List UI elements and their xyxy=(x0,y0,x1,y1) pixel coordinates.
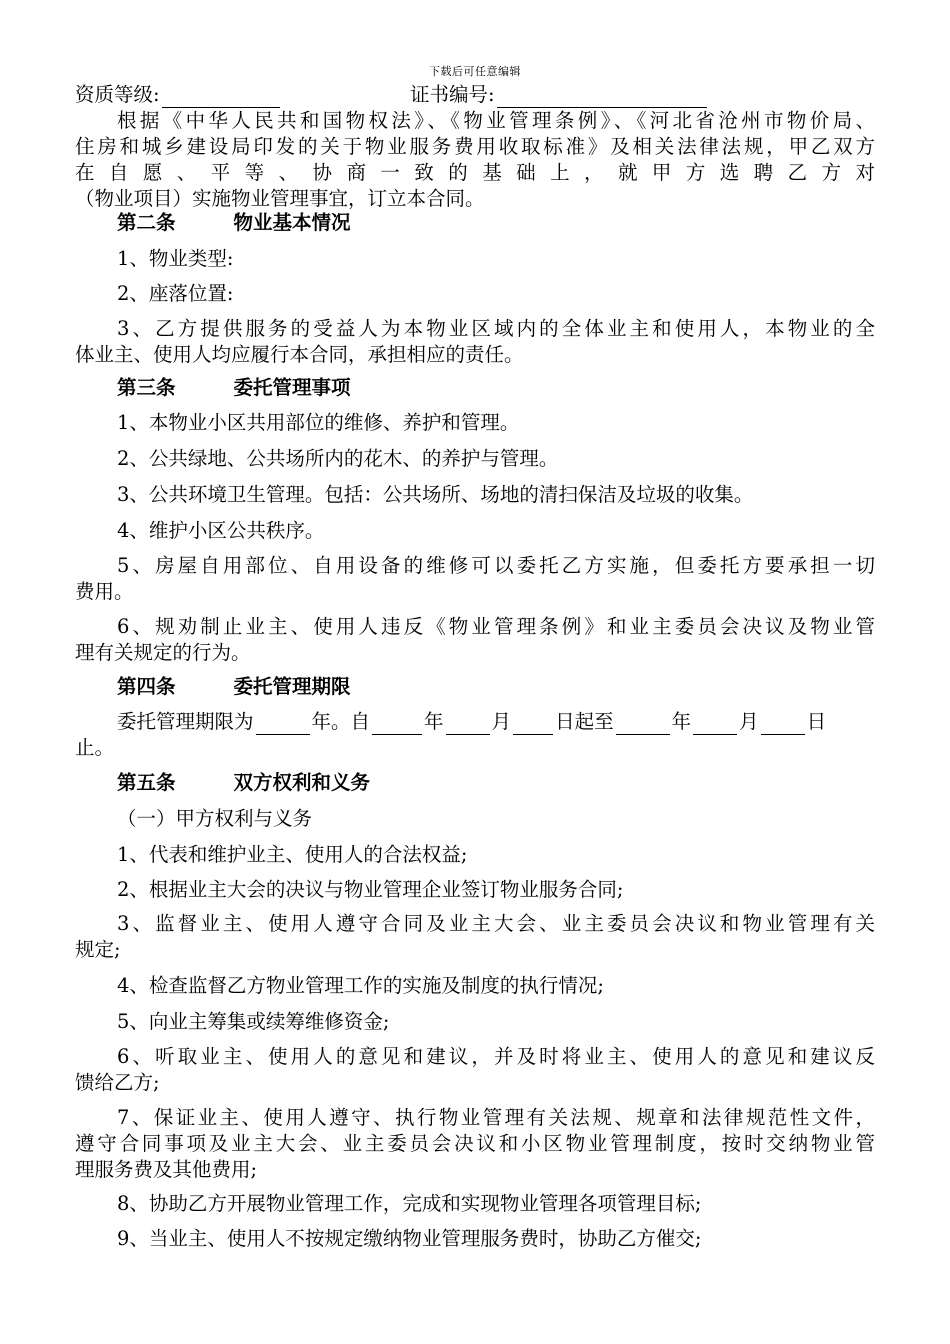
preamble-line-2: 住房和城乡建设局印发的关于物业服务费用收取标准》及相关法律法规，甲乙双方 xyxy=(75,135,875,158)
art4-term-line xyxy=(117,709,826,735)
art5-subheading: （一）甲方权利与义务 xyxy=(117,807,313,830)
art5-item-1: 1、代表和维护业主、使用人的合法权益; xyxy=(117,843,468,866)
art3-item-1: 1、本物业小区共用部位的维修、养护和管理。 xyxy=(117,411,520,434)
certificate-line xyxy=(410,82,709,108)
preamble-line-1: 根据《中华人民共和国物权法》、《物业管理条例》、《河北省沧州市物价局、 xyxy=(117,109,875,132)
end-year-blank xyxy=(616,714,670,735)
article-title: 委托管理事项 xyxy=(233,376,351,399)
art5-item-7a: 7、保证业主、使用人遵守、执行物业管理有关法规、规章和法律规范性文件， xyxy=(117,1106,875,1129)
art3-item-2: 2、公共绿地、公共场所内的花木、的养护与管理。 xyxy=(117,447,559,470)
art2-item-1: 1、物业类型: xyxy=(117,247,234,270)
start-day-blank xyxy=(513,714,553,735)
article-title: 物业基本情况 xyxy=(233,211,351,234)
art2-item-2: 2、座落位置: xyxy=(117,282,234,305)
article-number: 第五条 xyxy=(117,771,176,794)
term-text: 年 xyxy=(424,710,444,733)
article-4-heading xyxy=(117,674,351,700)
preamble-line-3: 在自愿、平等、协商一致的基础上，就甲方选聘乙方对 xyxy=(75,161,875,184)
article-2-heading xyxy=(117,210,351,236)
art3-item-6a: 6、规劝制止业主、使用人违反《物业管理条例》和业主委员会决议及物业管 xyxy=(117,615,875,638)
art5-item-8: 8、协助乙方开展物业管理工作，完成和实现物业管理各项管理目标; xyxy=(117,1192,702,1215)
art2-item-3a: 3、乙方提供服务的受益人为本物业区域内的全体业主和使用人，本物业的全 xyxy=(117,317,875,340)
art5-item-2: 2、根据业主大会的决议与物业管理企业签订物业服务合同; xyxy=(117,878,624,901)
end-month-blank xyxy=(693,714,737,735)
certificate-label: 证书编号: xyxy=(410,83,495,106)
art5-item-6b: 馈给乙方; xyxy=(75,1071,160,1094)
start-year-blank xyxy=(372,714,422,735)
end-day-blank xyxy=(761,714,805,735)
art5-item-7b: 遵守合同事项及业主大会、业主委员会决议和小区物业管理制度，按时交纳物业管 xyxy=(75,1132,875,1155)
term-text: 日起至 xyxy=(555,710,614,733)
years-blank xyxy=(256,714,310,735)
art5-item-7c: 理服务费及其他费用; xyxy=(75,1158,258,1181)
term-text: 年 xyxy=(671,710,692,733)
preamble-line-4: （物业项目）实施物业管理事宜，订立本合同。 xyxy=(75,187,485,210)
qualification-blank xyxy=(162,87,280,108)
art3-item-5a: 5、房屋自用部位、自用设备的维修可以委托乙方实施，但委托方要承担一切 xyxy=(117,554,875,577)
term-text: 月 xyxy=(739,710,759,733)
art2-item-3b: 体业主、使用人均应履行本合同，承担相应的责任。 xyxy=(75,343,524,366)
qualification-line xyxy=(75,82,282,108)
article-5-heading xyxy=(117,770,370,796)
art5-item-4: 4、检查监督乙方物业管理工作的实施及制度的执行情况; xyxy=(117,974,604,997)
certificate-blank xyxy=(497,87,707,108)
art5-item-3b: 规定; xyxy=(75,938,121,961)
art3-item-4: 4、维护小区公共秩序。 xyxy=(117,519,325,542)
art3-item-3: 3、公共环境卫生管理。包括：公共场所、场地的清扫保洁及垃圾的收集。 xyxy=(117,483,754,506)
article-number: 第二条 xyxy=(117,211,176,234)
art3-item-5b: 费用。 xyxy=(75,580,134,603)
term-text: 委托管理期限为 xyxy=(117,710,254,733)
article-3-heading xyxy=(117,375,351,401)
article-title: 双方权利和义务 xyxy=(233,771,371,794)
art5-item-6a: 6、听取业主、使用人的意见和建议，并及时将业主、使用人的意见和建议反 xyxy=(117,1045,875,1068)
article-number: 第四条 xyxy=(117,675,176,698)
term-text: 月 xyxy=(491,710,512,733)
art5-item-9: 9、当业主、使用人不按规定缴纳物业管理服务费时，协助乙方催交; xyxy=(117,1227,702,1250)
art5-item-5: 5、向业主筹集或续筹维修资金; xyxy=(117,1010,390,1033)
art3-item-6b: 理有关规定的行为。 xyxy=(75,641,251,664)
article-title: 委托管理期限 xyxy=(233,675,351,698)
qualification-label: 资质等级: xyxy=(75,83,160,106)
start-month-blank xyxy=(446,714,490,735)
art4-term-end: 止。 xyxy=(75,736,115,759)
term-text: 日 xyxy=(806,710,827,733)
watermark: 下载后可任意编辑 xyxy=(429,65,521,78)
term-text: 年。自 xyxy=(311,710,371,733)
article-number: 第三条 xyxy=(117,376,176,399)
art5-item-3a: 3、监督业主、使用人遵守合同及业主大会、业主委员会决议和物业管理有关 xyxy=(117,912,875,935)
